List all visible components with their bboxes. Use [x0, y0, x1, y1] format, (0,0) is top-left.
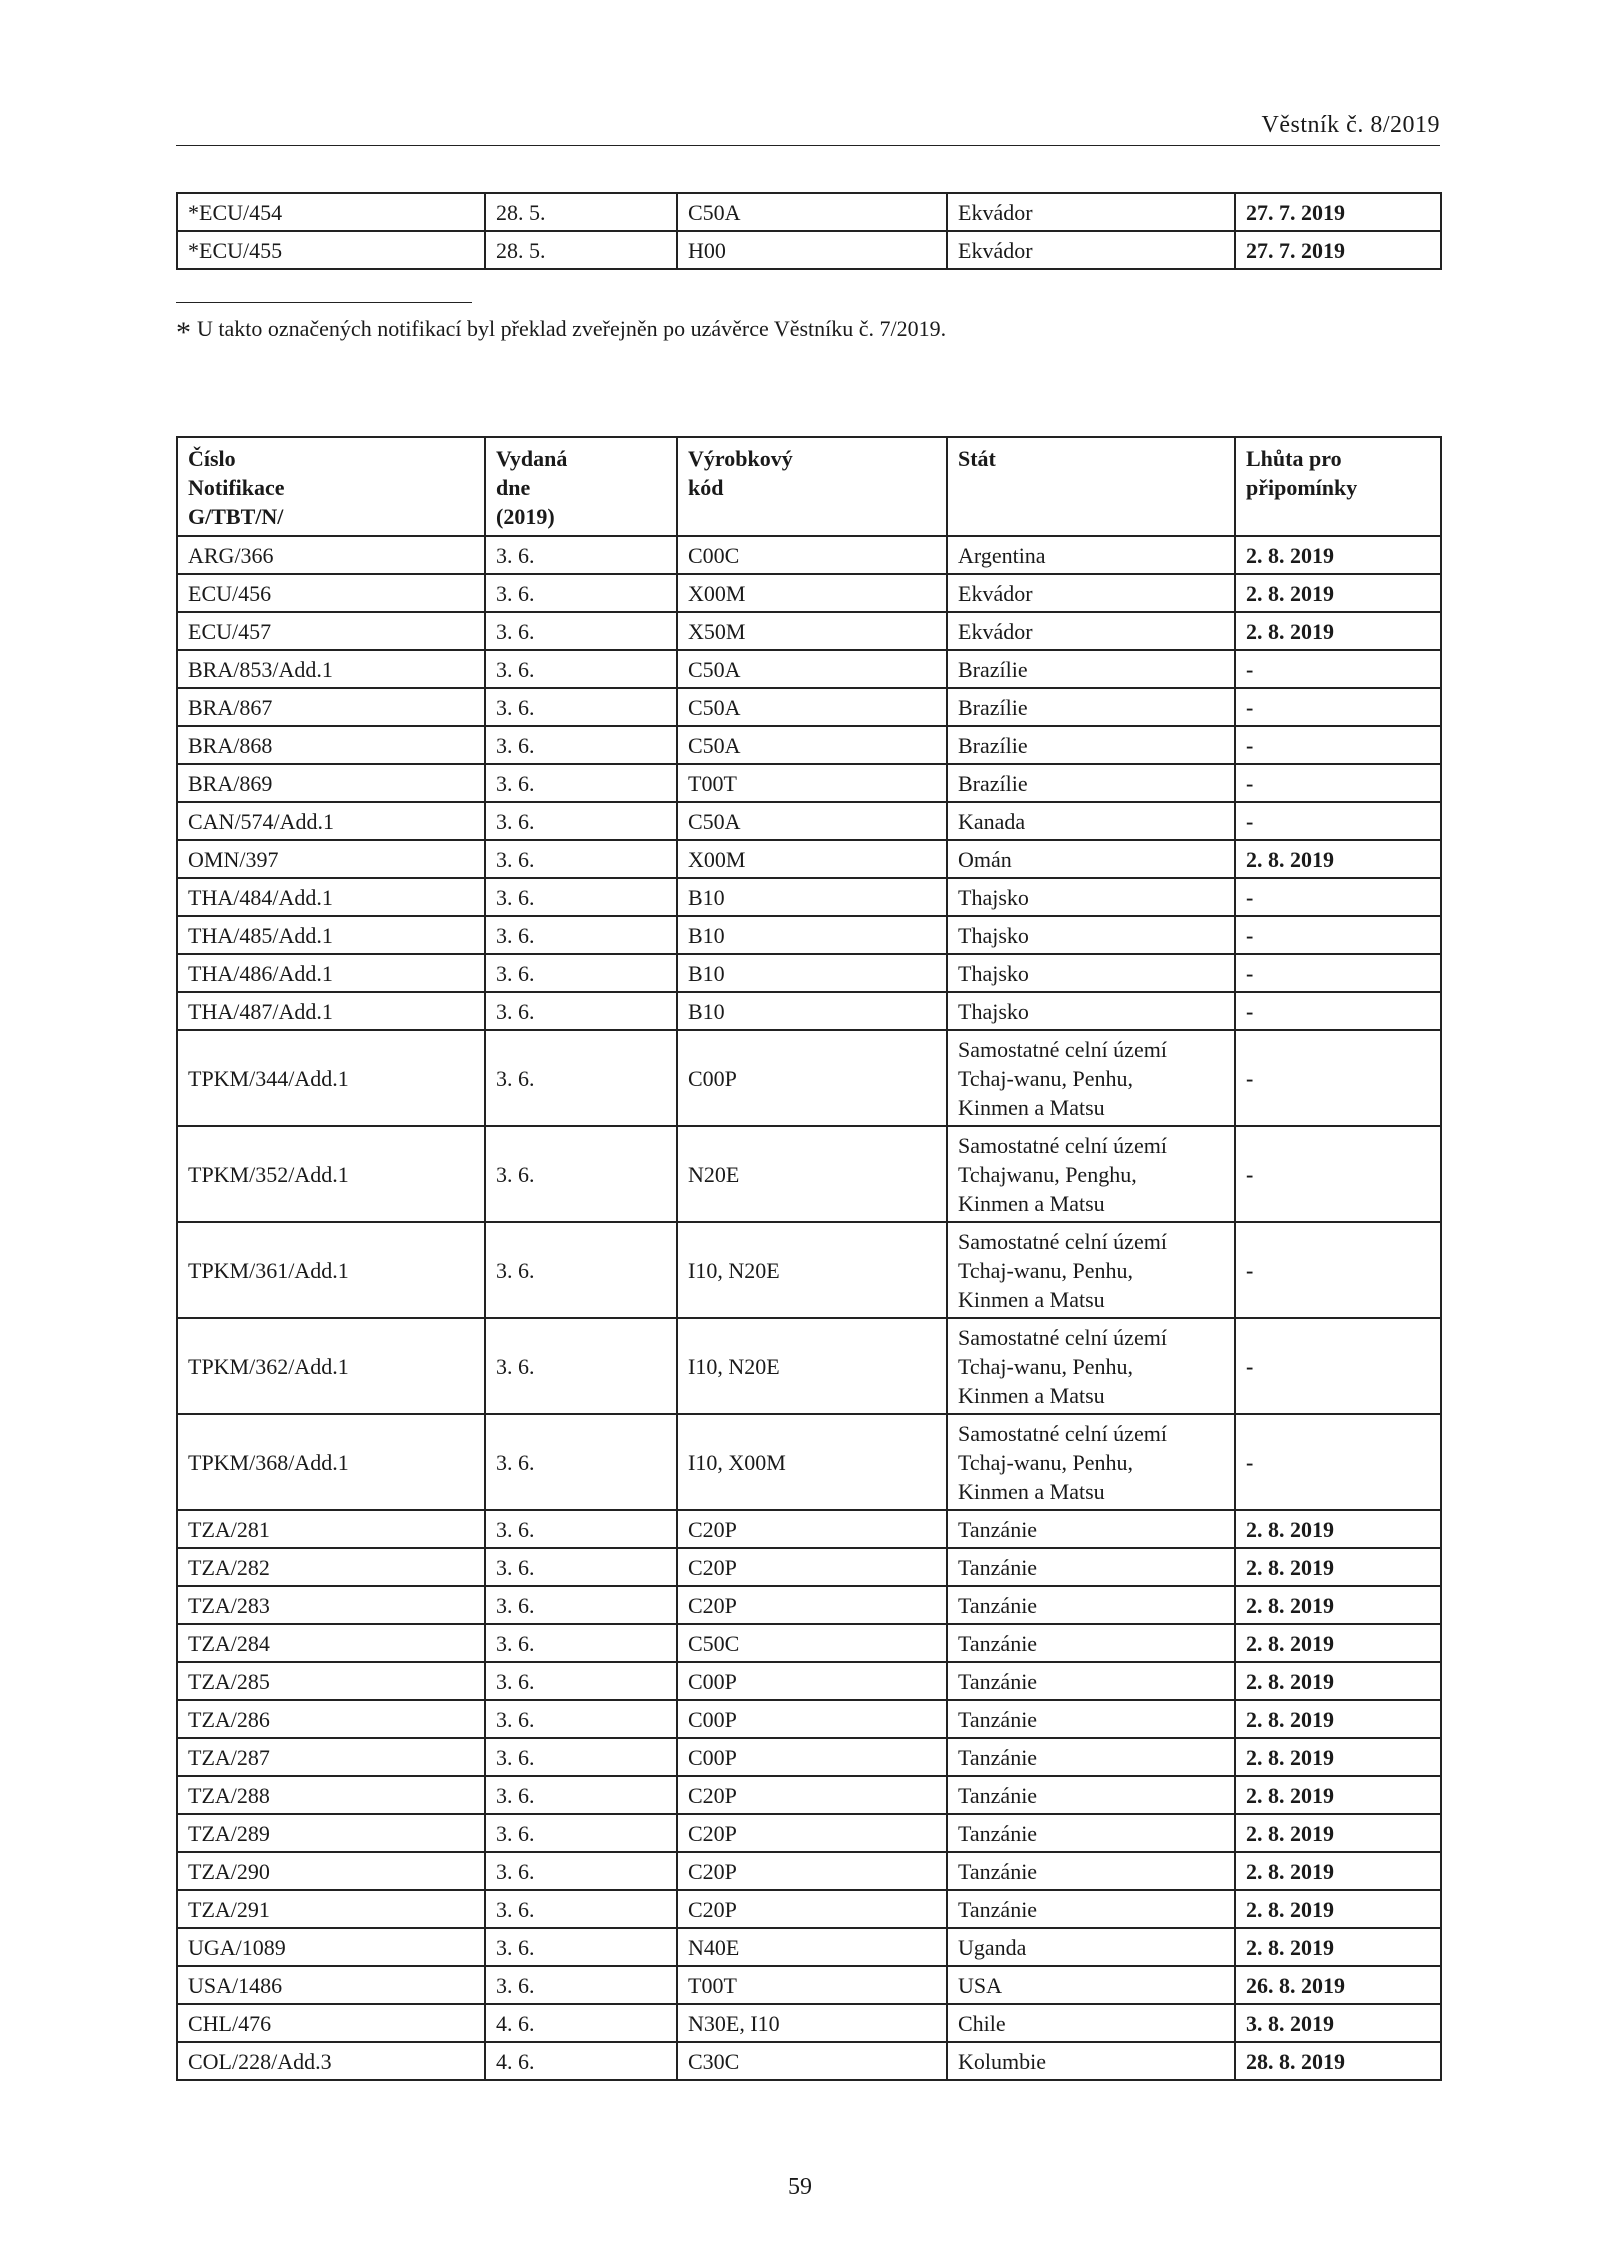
table-cell — [947, 612, 1235, 650]
table-cell: H00 — [677, 231, 947, 269]
table-cell: 2. 8. 2019 — [1235, 1700, 1441, 1738]
table-row — [177, 1548, 1441, 1586]
table-cell — [947, 1852, 1235, 1890]
table-cell: ECU/456 — [177, 574, 485, 612]
country-line: Kinmen a Matsu — [958, 1190, 1105, 1216]
table-cell: X50M — [677, 612, 947, 650]
table-cell: - — [1235, 1126, 1441, 1222]
table-row — [177, 1890, 1441, 1928]
table-cell: 3. 6. — [485, 992, 677, 1030]
table-cell: 2. 8. 2019 — [1235, 1776, 1441, 1814]
table-cell: I10, X00M — [677, 1414, 947, 1510]
country-line: Tanzánie — [958, 1858, 1038, 1884]
country-line: Tchaj-wanu, Penhu, — [958, 1257, 1134, 1283]
table-cell: - — [1235, 878, 1441, 916]
table-row — [177, 1624, 1441, 1662]
country-line: Thajsko — [958, 922, 1029, 948]
table-row — [177, 193, 1441, 231]
table-cell: 3. 6. — [485, 536, 677, 574]
table-cell: - — [1235, 802, 1441, 840]
table-cell: C20P — [677, 1852, 947, 1890]
table-cell: C50A — [677, 688, 947, 726]
table-cell: 3. 6. — [485, 1548, 677, 1586]
table-cell: C20P — [677, 1814, 947, 1852]
table-cell: 3. 6. — [485, 1852, 677, 1890]
footnote-marker: * — [176, 316, 191, 349]
country-line: Tanzánie — [958, 1896, 1038, 1922]
table-cell: 3. 6. — [485, 1814, 677, 1852]
table-cell — [947, 1510, 1235, 1548]
table-cell: - — [1235, 650, 1441, 688]
country-line: Brazílie — [958, 732, 1028, 758]
table-cell: 4. 6. — [485, 2042, 677, 2080]
column-header-line: Notifikace — [188, 475, 285, 500]
table-row — [177, 1662, 1441, 1700]
column-header — [947, 437, 1235, 536]
table-row — [177, 1586, 1441, 1624]
table-row — [177, 1966, 1441, 2004]
column-header-line: připomínky — [1246, 475, 1358, 500]
table-cell: B10 — [677, 878, 947, 916]
table-cell: 2. 8. 2019 — [1235, 612, 1441, 650]
table-cell: I10, N20E — [677, 1222, 947, 1318]
table-cell: TZA/290 — [177, 1852, 485, 1890]
table-cell — [947, 1662, 1235, 1700]
table-cell — [947, 802, 1235, 840]
country-line: Samostatné celní území — [958, 1132, 1167, 1158]
table-cell: T00T — [677, 764, 947, 802]
table-cell: C00P — [677, 1662, 947, 1700]
table-row — [177, 612, 1441, 650]
table-cell: 27. 7. 2019 — [1235, 193, 1441, 231]
column-header — [177, 437, 485, 536]
table-cell: 3. 6. — [485, 954, 677, 992]
table-row — [177, 574, 1441, 612]
country-line: Tanzánie — [958, 1668, 1038, 1694]
table-cell: C20P — [677, 1586, 947, 1624]
table-cell: C20P — [677, 1548, 947, 1586]
table-cell: 3. 6. — [485, 916, 677, 954]
table-row — [177, 1776, 1441, 1814]
table-cell: Ekvádor — [947, 193, 1235, 231]
table-row — [177, 916, 1441, 954]
table-header-row — [177, 437, 1441, 536]
table-cell: 28. 5. — [485, 193, 677, 231]
table-cell: 2. 8. 2019 — [1235, 1890, 1441, 1928]
footnote — [176, 316, 946, 350]
country-line: Argentina — [958, 542, 1046, 568]
table-cell: 3. 6. — [485, 1222, 677, 1318]
table-cell: 3. 6. — [485, 1030, 677, 1126]
table-cell: B10 — [677, 992, 947, 1030]
table-row — [177, 1814, 1441, 1852]
table-cell: Ekvádor — [947, 231, 1235, 269]
country-line: Uganda — [958, 1934, 1027, 1960]
table-cell: THA/487/Add.1 — [177, 992, 485, 1030]
table-cell: 2. 8. 2019 — [1235, 574, 1441, 612]
country-line: Tanzánie — [958, 1706, 1038, 1732]
country-line: Omán — [958, 846, 1012, 872]
continued-notifications-table — [176, 192, 1442, 270]
table-cell: 26. 8. 2019 — [1235, 1966, 1441, 2004]
table-cell: - — [1235, 764, 1441, 802]
table-cell: N40E — [677, 1928, 947, 1966]
table-row — [177, 1414, 1441, 1510]
country-line: USA — [958, 1972, 1003, 1998]
table-cell — [947, 2042, 1235, 2080]
column-header — [677, 437, 947, 536]
table-cell: 3. 6. — [485, 802, 677, 840]
table-cell: 3. 6. — [485, 840, 677, 878]
country-line: Thajsko — [958, 960, 1029, 986]
table-cell: TZA/282 — [177, 1548, 485, 1586]
table-cell: 3. 6. — [485, 764, 677, 802]
table-cell — [947, 688, 1235, 726]
table-cell: 3. 6. — [485, 1510, 677, 1548]
table-cell: - — [1235, 1222, 1441, 1318]
country-line: Samostatné celní území — [958, 1324, 1167, 1350]
table-cell — [947, 1966, 1235, 2004]
table-cell: CHL/476 — [177, 2004, 485, 2042]
table-row — [177, 954, 1441, 992]
country-line: Brazílie — [958, 656, 1028, 682]
table-cell: C50C — [677, 1624, 947, 1662]
country-line: Thajsko — [958, 884, 1029, 910]
table-cell — [947, 916, 1235, 954]
table-cell: I10, N20E — [677, 1318, 947, 1414]
table-cell: TPKM/361/Add.1 — [177, 1222, 485, 1318]
table-cell: 3. 6. — [485, 688, 677, 726]
table-row — [177, 1222, 1441, 1318]
table-cell — [947, 1814, 1235, 1852]
country-line: Tanzánie — [958, 1782, 1038, 1808]
country-line: Brazílie — [958, 694, 1028, 720]
table-cell: 3. 6. — [485, 1586, 677, 1624]
table-cell: 2. 8. 2019 — [1235, 1928, 1441, 1966]
country-line: Tanzánie — [958, 1592, 1038, 1618]
table-cell — [947, 1548, 1235, 1586]
table-row — [177, 231, 1441, 269]
table-cell: TZA/291 — [177, 1890, 485, 1928]
table-cell: N20E — [677, 1126, 947, 1222]
table-cell: - — [1235, 916, 1441, 954]
table-cell: 4. 6. — [485, 2004, 677, 2042]
table-cell: BRA/868 — [177, 726, 485, 764]
table-cell: 2. 8. 2019 — [1235, 1852, 1441, 1890]
country-line: Kolumbie — [958, 2048, 1046, 2074]
table-cell: TPKM/344/Add.1 — [177, 1030, 485, 1126]
table-cell — [947, 1738, 1235, 1776]
column-header-line: (2019) — [496, 504, 555, 529]
table-row — [177, 1318, 1441, 1414]
table-row — [177, 1510, 1441, 1548]
table-cell: 2. 8. 2019 — [1235, 1662, 1441, 1700]
table-cell: TZA/284 — [177, 1624, 485, 1662]
column-header-line: G/TBT/N/ — [188, 504, 284, 529]
country-line: Ekvádor — [958, 580, 1033, 606]
table-cell: ARG/366 — [177, 536, 485, 574]
table-cell: TPKM/368/Add.1 — [177, 1414, 485, 1510]
country-line: Kinmen a Matsu — [958, 1382, 1105, 1408]
column-header — [485, 437, 677, 536]
table-cell: BRA/853/Add.1 — [177, 650, 485, 688]
table-cell: C50A — [677, 650, 947, 688]
table-row — [177, 802, 1441, 840]
table-cell: *ECU/454 — [177, 193, 485, 231]
table-cell: C50A — [677, 802, 947, 840]
country-line: Chile — [958, 2010, 1006, 2036]
table-cell: COL/228/Add.3 — [177, 2042, 485, 2080]
table-cell: 3. 8. 2019 — [1235, 2004, 1441, 2042]
table-cell: 3. 6. — [485, 1776, 677, 1814]
country-line: Tanzánie — [958, 1554, 1038, 1580]
column-header-line: Číslo — [188, 446, 236, 471]
table-cell — [947, 840, 1235, 878]
country-line: Ekvádor — [958, 618, 1033, 644]
column-header-line: kód — [688, 475, 724, 500]
table-cell: OMN/397 — [177, 840, 485, 878]
table-cell: C20P — [677, 1510, 947, 1548]
table-cell: 2. 8. 2019 — [1235, 1548, 1441, 1586]
column-header-line: Výrobkový — [688, 446, 793, 471]
table-cell: C20P — [677, 1776, 947, 1814]
table-cell: THA/486/Add.1 — [177, 954, 485, 992]
table-row — [177, 1700, 1441, 1738]
table-cell — [947, 954, 1235, 992]
country-line: Thajsko — [958, 998, 1029, 1024]
journal-title: Věstník č. 8/2019 — [1261, 112, 1440, 138]
table-cell — [947, 2004, 1235, 2042]
table-cell: THA/485/Add.1 — [177, 916, 485, 954]
table-cell — [947, 1776, 1235, 1814]
table-row — [177, 1738, 1441, 1776]
table-cell: 2. 8. 2019 — [1235, 1814, 1441, 1852]
table-cell: 3. 6. — [485, 650, 677, 688]
table-row — [177, 1852, 1441, 1890]
table-cell — [947, 1890, 1235, 1928]
table-cell: - — [1235, 954, 1441, 992]
footnote-text: U takto označených notifikací byl překlad zveřejněn po uzávěrce Věstníku č. 7/2019. — [197, 316, 947, 341]
table-cell — [947, 878, 1235, 916]
table-cell: 2. 8. 2019 — [1235, 840, 1441, 878]
table-cell — [947, 726, 1235, 764]
table-cell: TZA/286 — [177, 1700, 485, 1738]
table-cell: - — [1235, 1318, 1441, 1414]
table-cell: 3. 6. — [485, 574, 677, 612]
table-cell: C50A — [677, 193, 947, 231]
table-cell — [947, 1030, 1235, 1126]
table-row — [177, 1030, 1441, 1126]
table-cell: TZA/285 — [177, 1662, 485, 1700]
table-cell — [947, 1586, 1235, 1624]
table-cell: - — [1235, 688, 1441, 726]
table-cell: 27. 7. 2019 — [1235, 231, 1441, 269]
table-cell: USA/1486 — [177, 1966, 485, 2004]
country-line: Tchajwanu, Penghu, — [958, 1161, 1137, 1187]
table-cell: C30C — [677, 2042, 947, 2080]
table-cell — [947, 1126, 1235, 1222]
table-cell: TPKM/352/Add.1 — [177, 1126, 485, 1222]
table-cell: 3. 6. — [485, 1700, 677, 1738]
table-cell: C50A — [677, 726, 947, 764]
table-cell: 2. 8. 2019 — [1235, 536, 1441, 574]
table-cell: 3. 6. — [485, 1928, 677, 1966]
column-header-line: Stát — [958, 446, 996, 471]
table-cell: TZA/281 — [177, 1510, 485, 1548]
header-divider — [176, 145, 1440, 146]
table-cell: ECU/457 — [177, 612, 485, 650]
table-cell: 3. 6. — [485, 1966, 677, 2004]
column-header-line: Lhůta pro — [1246, 446, 1342, 471]
table-cell: N30E, I10 — [677, 2004, 947, 2042]
table-cell: C00P — [677, 1700, 947, 1738]
table-cell: 2. 8. 2019 — [1235, 1510, 1441, 1548]
table-cell — [947, 1928, 1235, 1966]
table-cell — [947, 764, 1235, 802]
table-cell: - — [1235, 992, 1441, 1030]
table-cell: 3. 6. — [485, 612, 677, 650]
country-line: Tanzánie — [958, 1630, 1038, 1656]
table-row — [177, 1126, 1441, 1222]
table-cell — [947, 536, 1235, 574]
table-cell: 3. 6. — [485, 1318, 677, 1414]
table-row — [177, 726, 1441, 764]
table-cell: THA/484/Add.1 — [177, 878, 485, 916]
table-cell: C00P — [677, 1030, 947, 1126]
table-cell: 3. 6. — [485, 1662, 677, 1700]
table-cell: 28. 8. 2019 — [1235, 2042, 1441, 2080]
table-cell: 2. 8. 2019 — [1235, 1586, 1441, 1624]
country-line: Samostatné celní území — [958, 1420, 1167, 1446]
table-cell: TZA/283 — [177, 1586, 485, 1624]
table-cell: 3. 6. — [485, 1738, 677, 1776]
table-row — [177, 536, 1441, 574]
notifications-table — [176, 436, 1442, 2081]
country-line: Tchaj-wanu, Penhu, — [958, 1353, 1134, 1379]
table-row — [177, 992, 1441, 1030]
table-cell: X00M — [677, 574, 947, 612]
table-cell: X00M — [677, 840, 947, 878]
table-cell: 2. 8. 2019 — [1235, 1738, 1441, 1776]
country-line: Tanzánie — [958, 1820, 1038, 1846]
country-line: Brazílie — [958, 770, 1028, 796]
table-cell: C00C — [677, 536, 947, 574]
table-cell: 3. 6. — [485, 1624, 677, 1662]
table-cell: UGA/1089 — [177, 1928, 485, 1966]
country-line: Samostatné celní území — [958, 1036, 1167, 1062]
table-row — [177, 2042, 1441, 2080]
table-row — [177, 878, 1441, 916]
table-cell: BRA/869 — [177, 764, 485, 802]
table-cell — [947, 650, 1235, 688]
table-row — [177, 688, 1441, 726]
table-cell: 3. 6. — [485, 1414, 677, 1510]
table-cell: TZA/289 — [177, 1814, 485, 1852]
table-cell: 3. 6. — [485, 1126, 677, 1222]
country-line: Tchaj-wanu, Penhu, — [958, 1065, 1134, 1091]
table-cell: TZA/288 — [177, 1776, 485, 1814]
table-row — [177, 2004, 1441, 2042]
table-cell: 3. 6. — [485, 878, 677, 916]
country-line: Tanzánie — [958, 1744, 1038, 1770]
table-cell: B10 — [677, 954, 947, 992]
column-header-line: Vydaná — [496, 446, 568, 471]
table-row — [177, 840, 1441, 878]
table-cell: BRA/867 — [177, 688, 485, 726]
table-cell — [947, 1222, 1235, 1318]
table-cell: - — [1235, 1414, 1441, 1510]
table-cell — [947, 574, 1235, 612]
table-cell — [947, 992, 1235, 1030]
table-cell: 28. 5. — [485, 231, 677, 269]
table-cell: TZA/287 — [177, 1738, 485, 1776]
country-line: Kinmen a Matsu — [958, 1478, 1105, 1504]
country-line: Tchaj-wanu, Penhu, — [958, 1449, 1134, 1475]
table-cell: CAN/574/Add.1 — [177, 802, 485, 840]
footnote-divider — [176, 302, 472, 303]
country-line: Kanada — [958, 808, 1026, 834]
table-row — [177, 650, 1441, 688]
table-cell: C00P — [677, 1738, 947, 1776]
table-cell: TPKM/362/Add.1 — [177, 1318, 485, 1414]
table-cell: 2. 8. 2019 — [1235, 1624, 1441, 1662]
table-cell: *ECU/455 — [177, 231, 485, 269]
table-cell: - — [1235, 1030, 1441, 1126]
table-cell: - — [1235, 726, 1441, 764]
country-line: Tanzánie — [958, 1516, 1038, 1542]
table-row — [177, 764, 1441, 802]
table-row — [177, 1928, 1441, 1966]
table-cell — [947, 1624, 1235, 1662]
column-header-line: dne — [496, 475, 531, 500]
column-header — [1235, 437, 1441, 536]
table-cell — [947, 1318, 1235, 1414]
table-cell: 3. 6. — [485, 1890, 677, 1928]
country-line: Kinmen a Matsu — [958, 1094, 1105, 1120]
table-cell: C20P — [677, 1890, 947, 1928]
table-cell — [947, 1414, 1235, 1510]
country-line: Kinmen a Matsu — [958, 1286, 1105, 1312]
page-number: 59 — [788, 2174, 812, 2200]
table-cell: 3. 6. — [485, 726, 677, 764]
table-cell: B10 — [677, 916, 947, 954]
table-cell — [947, 1700, 1235, 1738]
table-cell: T00T — [677, 1966, 947, 2004]
country-line: Samostatné celní území — [958, 1228, 1167, 1254]
